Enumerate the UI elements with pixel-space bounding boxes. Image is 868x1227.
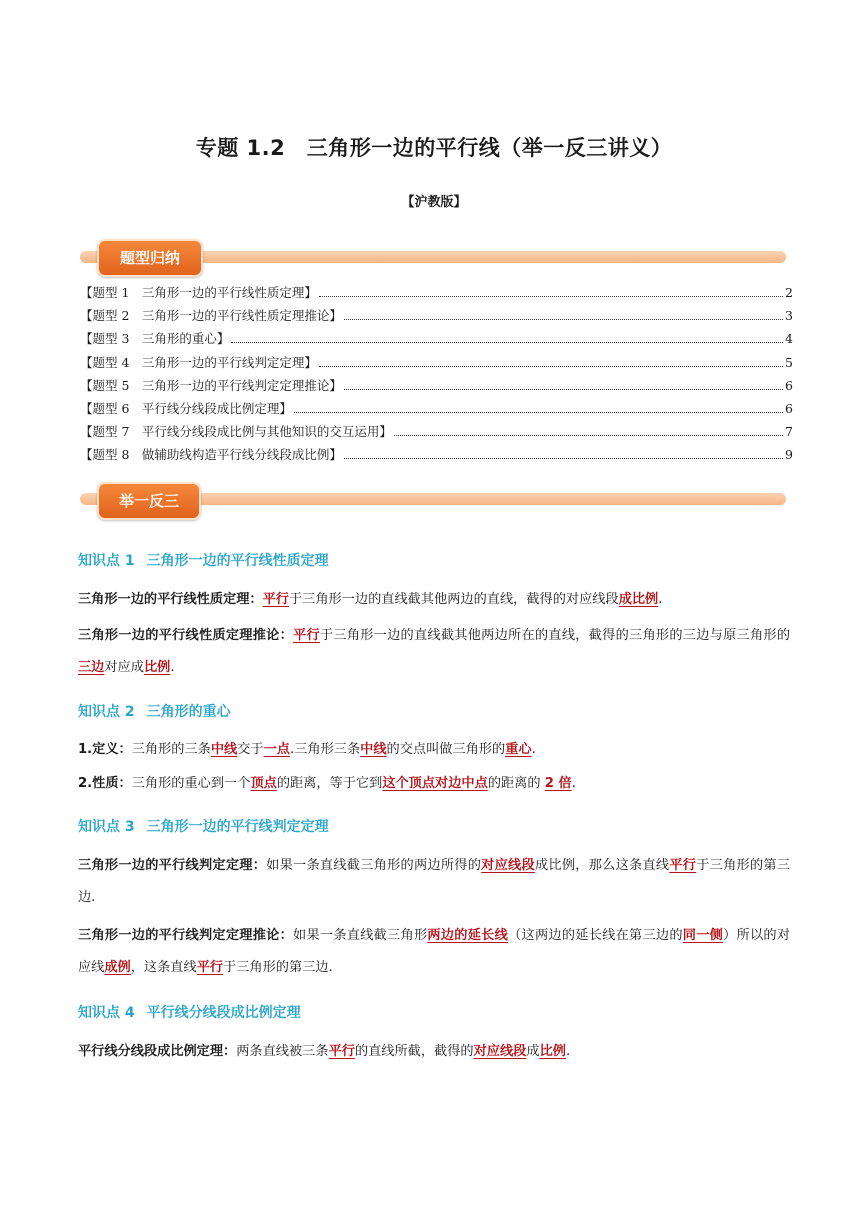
toc-page-number: 9 — [785, 447, 793, 463]
knowledge-point-heading — [78, 816, 329, 836]
key-term: 这个顶点对边中点 — [382, 776, 488, 791]
knowledge-point-heading — [78, 1002, 301, 1022]
key-term: 同一侧 — [682, 928, 724, 943]
body-text: 三角形的重心到一个 — [131, 776, 251, 791]
body-text: 的距离，等于它到 — [276, 776, 383, 791]
key-term: 对应线段 — [481, 858, 535, 873]
key-term: 成例 — [104, 960, 131, 975]
kp3-paragraph-1 — [78, 850, 790, 914]
kp-number: 知识点 2 — [78, 704, 135, 720]
toc-leader — [319, 366, 783, 367]
body-text: 如果一条直线截三角形的两边所得的 — [266, 858, 482, 873]
toc-row[interactable] — [80, 445, 793, 468]
term-label: 三角形一边的平行线性质定理： — [78, 592, 263, 607]
toc-page-number: 6 — [785, 377, 793, 393]
kp-number: 知识点 4 — [78, 1005, 135, 1021]
toc-leader — [231, 342, 783, 343]
toc-label: 【题型 4 三角形一边的平行线判定定理】 — [80, 354, 317, 370]
toc-leader — [294, 412, 783, 413]
body-text: 于三角形一边的直线截其他两边的直线，截得的对应线段 — [289, 592, 619, 607]
toc-leader — [344, 389, 783, 390]
kp1-paragraph-1 — [78, 584, 790, 616]
body-text: . — [565, 1044, 571, 1059]
body-text: . — [658, 592, 663, 607]
toc-label: 【题型 5 三角形一边的平行线判定定理推论】 — [80, 377, 342, 393]
term-label: 三角形一边的平行线性质定理推论： — [78, 628, 294, 643]
body-text: 交于 — [237, 742, 264, 757]
key-term: 一点 — [263, 742, 290, 757]
kp-number: 知识点 1 — [78, 553, 135, 569]
toc-row[interactable] — [80, 353, 793, 376]
key-term: 重心 — [505, 742, 532, 757]
toc-leader — [344, 458, 783, 459]
toc-label: 【题型 7 平行线分线段成比例与其他知识的交互运用】 — [80, 424, 392, 440]
toc-label: 【题型 2 三角形一边的平行线性质定理推论】 — [80, 308, 342, 324]
body-text: . — [170, 660, 175, 675]
toc-row[interactable] — [80, 376, 793, 399]
body-text: ，这条直线 — [130, 960, 197, 975]
term-label: 2.性质： — [78, 776, 132, 791]
toc-row[interactable] — [80, 329, 793, 352]
key-term: 成比例 — [618, 592, 659, 607]
toc-page-number: 6 — [785, 400, 793, 416]
body-text: 成 — [526, 1044, 540, 1059]
toc-label: 【题型 3 三角形的重心】 — [80, 331, 230, 347]
term-label: 1.定义： — [78, 742, 132, 757]
body-text: 如果一条直线截三角形 — [293, 928, 428, 943]
toc-leader — [319, 296, 783, 297]
toc-row[interactable] — [80, 422, 793, 445]
body-text: 三角形的三条 — [131, 742, 211, 757]
toc-row[interactable] — [80, 399, 793, 422]
toc-page-number: 5 — [785, 354, 793, 370]
toc-leader — [394, 435, 783, 436]
kp-number: 知识点 3 — [78, 819, 135, 835]
body-text: . — [531, 742, 536, 757]
toc-page-number: 2 — [785, 285, 793, 300]
kp-title: 三角形一边的平行线性质定理 — [146, 553, 329, 569]
document-title: 专题 1.2 三角形一边的平行线（举一反三讲义） — [195, 136, 673, 160]
body-text: 成比例，那么这条直线 — [534, 858, 670, 873]
term-label: 三角形一边的平行线判定定理推论： — [78, 928, 294, 943]
toc-page-number: 7 — [785, 424, 793, 440]
knowledge-point-heading — [78, 550, 329, 570]
kp4-paragraph-1 — [78, 1036, 790, 1068]
key-term: 中线 — [210, 742, 238, 757]
key-term: 平行 — [669, 858, 697, 873]
term-label: 平行线分线段成比例定理： — [78, 1044, 237, 1059]
toc-leader — [344, 319, 783, 320]
body-text: 两条直线被三条 — [236, 1044, 329, 1059]
table-of-contents — [80, 283, 793, 469]
body-text: 的直线所截，截得的 — [354, 1044, 474, 1059]
kp-title: 平行线分线段成比例定理 — [146, 1005, 301, 1021]
toc-row[interactable] — [80, 306, 793, 329]
body-text: 于三角形的第三边. — [223, 960, 333, 975]
toc-label: 【题型 6 平行线分线段成比例定理】 — [80, 400, 292, 416]
kp2-paragraph-1 — [78, 734, 790, 766]
body-text: 对应成 — [104, 660, 144, 675]
body-text: 的距离的 — [487, 776, 545, 791]
toc-page-number: 4 — [785, 331, 793, 347]
key-term: 三边 — [78, 660, 105, 675]
key-term: 平行 — [328, 1044, 355, 1059]
term-label: 三角形一边的平行线判定定理： — [78, 858, 267, 873]
body-text: ）所以的对应线 — [78, 928, 791, 975]
kp3-paragraph-2 — [78, 920, 790, 984]
body-text: 于三角形一边的直线截其他两边所在的直线，截得的三角形的三边与原三角形的 — [319, 628, 791, 643]
kp-title: 三角形的重心 — [146, 704, 231, 720]
key-term: 两边的延长线 — [427, 928, 509, 943]
body-text: . — [571, 776, 576, 791]
key-term: 平行 — [262, 592, 289, 607]
body-text: （这两边的延长线在第三边的 — [508, 928, 683, 943]
kp-title: 三角形一边的平行线判定定理 — [146, 819, 329, 835]
body-text: 于三角形的第三边. — [78, 858, 791, 905]
toc-row[interactable] — [80, 283, 793, 306]
key-term: 顶点 — [250, 776, 277, 791]
body-text: .三角形三条 — [290, 742, 361, 757]
key-term: 平行 — [293, 628, 320, 643]
key-term: 中线 — [360, 742, 387, 757]
key-term: 比例 — [539, 1044, 566, 1059]
body-text: 的交点叫做三角形的 — [386, 742, 506, 757]
edition-label: 【沪教版】 — [401, 195, 467, 210]
key-term: 平行 — [196, 960, 224, 975]
toc-label: 【题型 8 做辅助线构造平行线分线段成比例】 — [80, 447, 342, 463]
toc-label: 【题型 1 三角形一边的平行线性质定理】 — [80, 285, 317, 300]
section-tab-summary: 题型归纳 — [97, 239, 203, 277]
toc-page-number: 3 — [785, 308, 793, 324]
kp1-paragraph-2 — [78, 620, 790, 684]
section-tab-practice: 举一反三 — [97, 482, 201, 520]
key-term: 2 倍 — [544, 776, 572, 791]
knowledge-point-heading — [78, 701, 231, 721]
kp2-paragraph-2 — [78, 768, 790, 800]
key-term: 比例 — [143, 660, 171, 675]
key-term: 对应线段 — [473, 1044, 527, 1059]
